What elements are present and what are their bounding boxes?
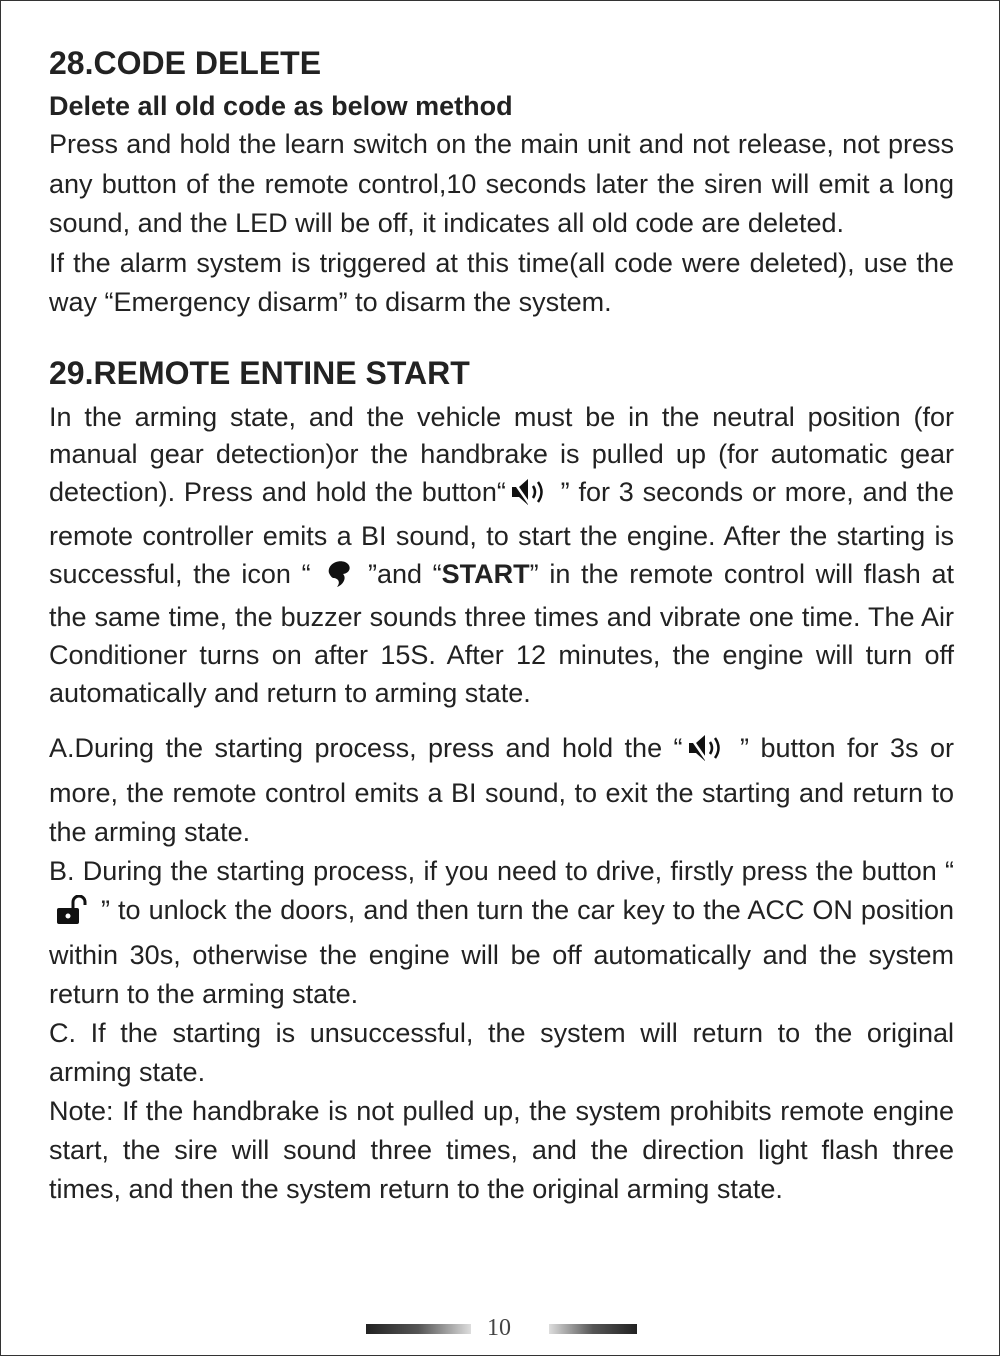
paragraph-text: In the arming state, and the vehicle must be in the neutral position (for manual gear detection)or the handbrake is pulled up (for automatic gear detection). Press and hold the button“ ” for 3 seconds or more, and the remote controller emits a BI sound, to start the engine. After the starting is successful, the icon “ ”and “START” in the remote control will flash at the same time, the buzzer sounds three times and vibrate one time. The Air Conditioner turns on after 15S. After 12 minutes, the engine will turn off automatically and return to arming state. (49, 401, 954, 709)
list-item: B. During the starting process, if you need to drive, firstly press the button “ ” to unlock the doors, and then turn the car key to the ACC ON position within 30s, otherwise the engine will be off automatically and the system return to the arming state. (49, 855, 954, 1009)
decorative-bar-left (366, 1324, 471, 1334)
note: Note: If the handbrake is not pulled up, the system prohibits remote engine start, the sire will sound three times, and the direction light flash three times, and then the system return to the original arming state. (49, 1095, 954, 1204)
decorative-bar-right (549, 1324, 637, 1334)
section-remote-start (49, 353, 954, 1209)
page-number: 10 (487, 1315, 511, 1341)
instruction-list (49, 729, 954, 1209)
section-title: 28.CODE DELETE (49, 45, 322, 81)
paragraph: Press and hold the learn switch on the main unit and not release, not press any button of the remote control,10 seconds later the siren will emit a long sound, and the LED will be off, it indicates all old code are deleted. (49, 129, 954, 238)
engine-start-icon (325, 559, 353, 600)
section-subtitle: Delete all old code as below method (49, 91, 513, 121)
page-footer (1, 1313, 1000, 1343)
list-item: A.During the starting process, press and hold the “ ” button for 3s or more, the remote control emits a BI sound, to exit the starting and return to the arming state. (49, 732, 954, 847)
speaker-icon (510, 477, 548, 518)
paragraph: If the alarm system is triggered at this time(all code were deleted), use the way “Emergency disarm” to disarm the system. (49, 247, 954, 317)
paragraph (49, 399, 954, 713)
page-content (49, 43, 954, 1209)
start-label: START (441, 558, 530, 589)
list-item: C. If the starting is unsuccessful, the system will return to the original arming state. (49, 1017, 954, 1087)
unlock-icon (53, 895, 89, 936)
section-title: 29.REMOTE ENTINE START (49, 354, 470, 391)
section-code-delete (49, 43, 954, 323)
speaker-icon (687, 733, 725, 774)
